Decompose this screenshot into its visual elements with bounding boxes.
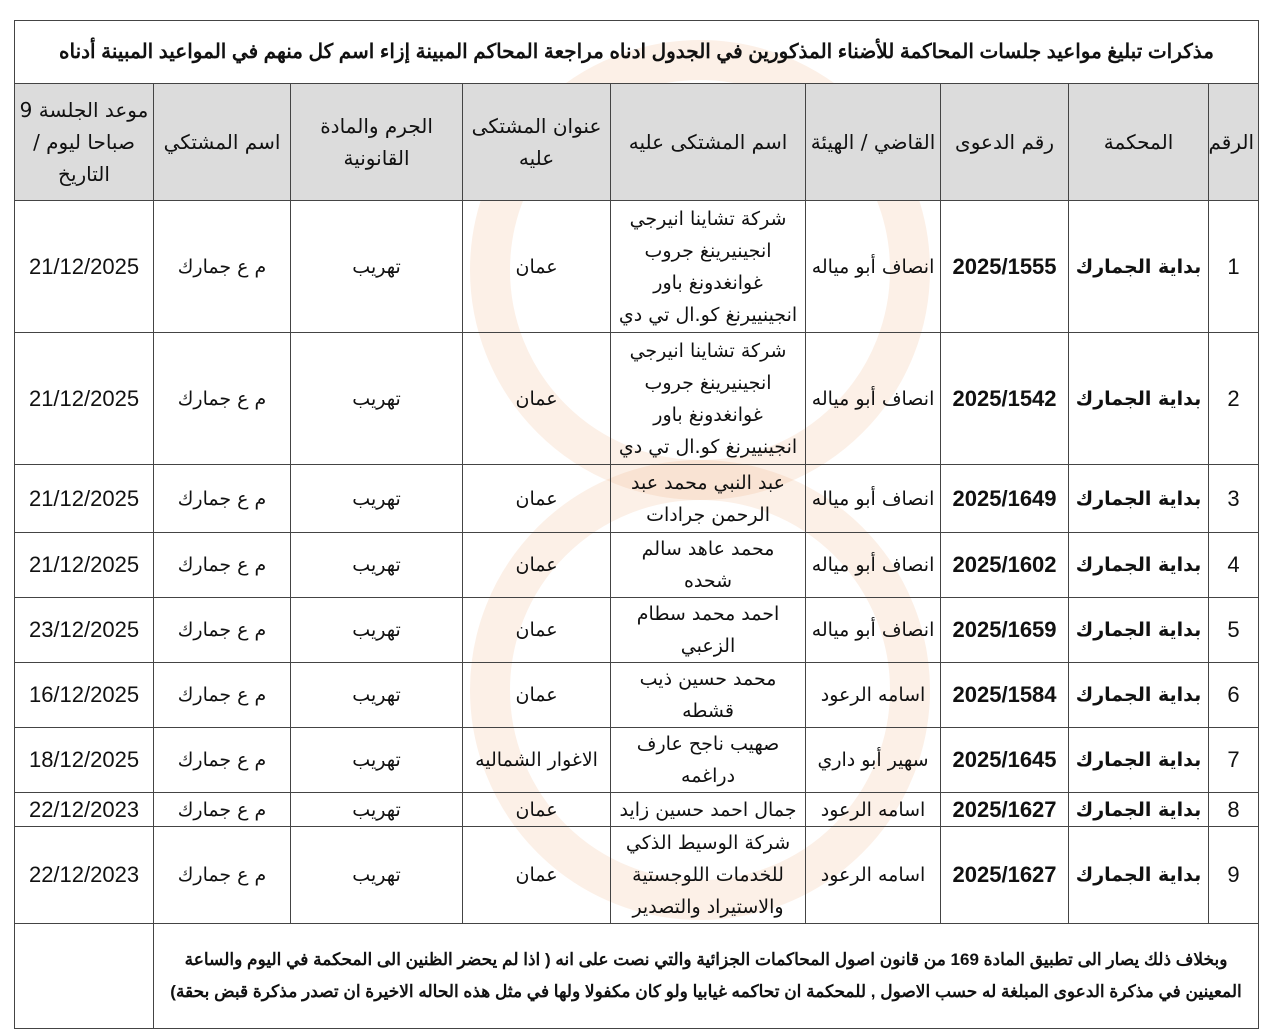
- cell-no: 8: [1209, 793, 1259, 827]
- cell-address: الاغوار الشماليه: [463, 728, 611, 793]
- cell-judge: انصاف أبو مياله: [806, 598, 941, 663]
- cell-defendant: صهيب ناجح عارف دراغمه: [611, 728, 806, 793]
- cell-case: 2025/1602: [941, 533, 1069, 598]
- column-header: القاضي / الهيئة: [806, 84, 941, 201]
- cell-plaintiff: م ع جمارك: [154, 333, 291, 465]
- table-row: [15, 201, 1259, 333]
- table-row: [15, 663, 1259, 728]
- cell-case: 2025/1584: [941, 663, 1069, 728]
- cell-date: 21/12/2025: [15, 201, 154, 333]
- cell-defendant: عبد النبي محمد عبد الرحمن جرادات: [611, 465, 806, 533]
- column-header: الجرم والمادة القانونية: [291, 84, 463, 201]
- cell-crime: تهريب: [291, 333, 463, 465]
- court-notice-table: [14, 20, 1259, 1029]
- cell-defendant: شركة تشاينا انيرجي انجينيرينغ جروب غوانغدونغ باور انجينييرنغ كو.ال تي دي: [611, 201, 806, 333]
- table-row: [15, 465, 1259, 533]
- cell-defendant: محمد عاهد سالم شحده: [611, 533, 806, 598]
- cell-crime: تهريب: [291, 201, 463, 333]
- cell-address: عمان: [463, 663, 611, 728]
- cell-no: 3: [1209, 465, 1259, 533]
- cell-judge: اسامه الرعود: [806, 793, 941, 827]
- cell-no: 5: [1209, 598, 1259, 663]
- cell-case: 2025/1542: [941, 333, 1069, 465]
- cell-crime: تهريب: [291, 598, 463, 663]
- cell-defendant: شركة الوسيط الذكي للخدمات اللوجستية والاستيراد والتصدير: [611, 827, 806, 924]
- cell-plaintiff: م ع جمارك: [154, 663, 291, 728]
- cell-plaintiff: م ع جمارك: [154, 598, 291, 663]
- table-row: [15, 728, 1259, 793]
- cell-defendant: محمد حسين ذيب قشطه: [611, 663, 806, 728]
- cell-court: بداية الجمارك: [1069, 793, 1209, 827]
- cell-judge: اسامه الرعود: [806, 827, 941, 924]
- column-header: رقم الدعوى: [941, 84, 1069, 201]
- column-header: الرقم: [1209, 84, 1259, 201]
- cell-court: بداية الجمارك: [1069, 598, 1209, 663]
- cell-judge: سهير أبو داري: [806, 728, 941, 793]
- cell-no: 6: [1209, 663, 1259, 728]
- cell-crime: تهريب: [291, 793, 463, 827]
- empty-cell: [15, 924, 154, 1029]
- cell-crime: تهريب: [291, 533, 463, 598]
- cell-date: 21/12/2025: [15, 533, 154, 598]
- cell-plaintiff: م ع جمارك: [154, 827, 291, 924]
- cell-court: بداية الجمارك: [1069, 728, 1209, 793]
- cell-crime: تهريب: [291, 663, 463, 728]
- cell-judge: انصاف أبو مياله: [806, 533, 941, 598]
- table-row: [15, 793, 1259, 827]
- column-header: عنوان المشتكى عليه: [463, 84, 611, 201]
- cell-date: 21/12/2025: [15, 333, 154, 465]
- cell-judge: انصاف أبو مياله: [806, 465, 941, 533]
- cell-case: 2025/1627: [941, 827, 1069, 924]
- cell-plaintiff: م ع جمارك: [154, 201, 291, 333]
- cell-defendant: شركة تشاينا انيرجي انجينيرينغ جروب غوانغدونغ باور انجينييرنغ كو.ال تي دي: [611, 333, 806, 465]
- cell-court: بداية الجمارك: [1069, 333, 1209, 465]
- cell-defendant: جمال احمد حسين زايد: [611, 793, 806, 827]
- table-row: [15, 533, 1259, 598]
- cell-date: 22/12/2023: [15, 827, 154, 924]
- cell-address: عمان: [463, 333, 611, 465]
- column-header: موعد الجلسة 9 صباحا ليوم / التاريخ: [15, 84, 154, 201]
- cell-crime: تهريب: [291, 465, 463, 533]
- legal-notice: وبخلاف ذلك يصار الى تطبيق المادة 169 من قانون اصول المحاكمات الجزائية والتي نصت على انه ( اذا لم يحضر الظنين الى المحكمة في اليوم والساعة المعينين في مذكرة الدعوى المبلغة له حسب الاصول , للمحكمة ان تحاكمه غيابيا ولو كان مكفولا ولها في مثل هذه الحاله الاخيرة ان تصدر مذكرة قبض بحقة): [154, 924, 1259, 1029]
- cell-case: 2025/1645: [941, 728, 1069, 793]
- column-header: اسم المشتكي: [154, 84, 291, 201]
- cell-no: 2: [1209, 333, 1259, 465]
- cell-case: 2025/1627: [941, 793, 1069, 827]
- cell-judge: انصاف أبو مياله: [806, 333, 941, 465]
- column-header: المحكمة: [1069, 84, 1209, 201]
- cell-court: بداية الجمارك: [1069, 663, 1209, 728]
- cell-date: 18/12/2025: [15, 728, 154, 793]
- cell-date: 23/12/2025: [15, 598, 154, 663]
- cell-address: عمان: [463, 827, 611, 924]
- cell-plaintiff: م ع جمارك: [154, 465, 291, 533]
- table-title: مذكرات تبليغ مواعيد جلسات المحاكمة للأضناء المذكورين في الجدول ادناه مراجعة المحاكم المبينة إزاء اسم كل منهم في المواعيد المبينة أدناه: [15, 21, 1259, 84]
- cell-crime: تهريب: [291, 728, 463, 793]
- cell-court: بداية الجمارك: [1069, 827, 1209, 924]
- table-row: [15, 827, 1259, 924]
- cell-no: 1: [1209, 201, 1259, 333]
- cell-case: 2025/1659: [941, 598, 1069, 663]
- cell-no: 4: [1209, 533, 1259, 598]
- table-row: [15, 333, 1259, 465]
- cell-plaintiff: م ع جمارك: [154, 728, 291, 793]
- cell-date: 22/12/2023: [15, 793, 154, 827]
- cell-court: بداية الجمارك: [1069, 201, 1209, 333]
- cell-judge: انصاف أبو مياله: [806, 201, 941, 333]
- cell-case: 2025/1649: [941, 465, 1069, 533]
- cell-address: عمان: [463, 533, 611, 598]
- cell-address: عمان: [463, 793, 611, 827]
- table-row: [15, 598, 1259, 663]
- cell-date: 21/12/2025: [15, 465, 154, 533]
- cell-no: 7: [1209, 728, 1259, 793]
- cell-crime: تهريب: [291, 827, 463, 924]
- header-row: [15, 84, 1259, 201]
- cell-address: عمان: [463, 598, 611, 663]
- cell-judge: اسامه الرعود: [806, 663, 941, 728]
- cell-court: بداية الجمارك: [1069, 533, 1209, 598]
- cell-case: 2025/1555: [941, 201, 1069, 333]
- cell-court: بداية الجمارك: [1069, 465, 1209, 533]
- cell-no: 9: [1209, 827, 1259, 924]
- column-header: اسم المشتكى عليه: [611, 84, 806, 201]
- cell-address: عمان: [463, 465, 611, 533]
- cell-date: 16/12/2025: [15, 663, 154, 728]
- cell-plaintiff: م ع جمارك: [154, 793, 291, 827]
- cell-defendant: احمد محمد سطام الزعبي: [611, 598, 806, 663]
- cell-address: عمان: [463, 201, 611, 333]
- cell-plaintiff: م ع جمارك: [154, 533, 291, 598]
